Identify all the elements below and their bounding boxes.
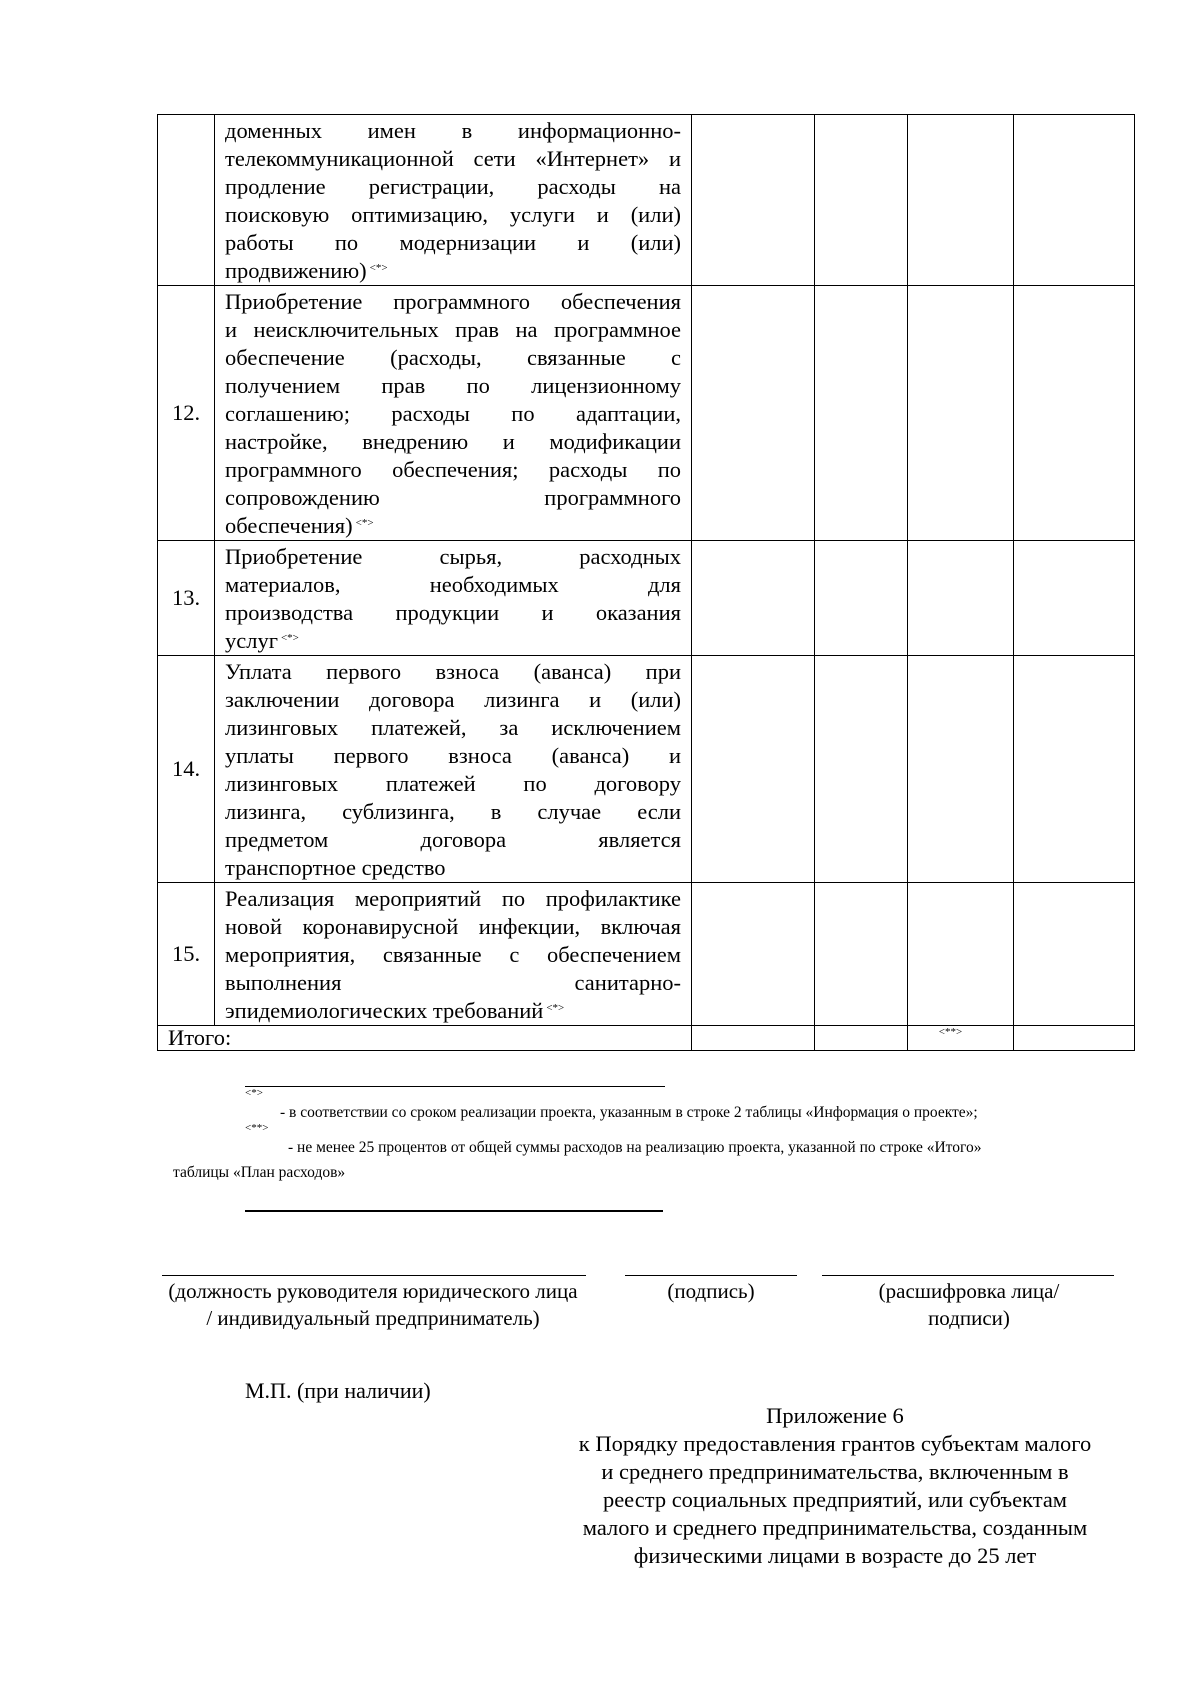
amount-cell xyxy=(815,286,908,541)
description-line xyxy=(225,599,681,627)
description-text: Реализация мероприятий по профилактике xyxy=(225,886,681,911)
description-line xyxy=(225,316,681,344)
description-line xyxy=(225,428,681,456)
description-line xyxy=(225,969,681,997)
row-number: 14. xyxy=(158,656,215,883)
decoding-line xyxy=(822,1275,1114,1276)
amount-cell xyxy=(1014,541,1135,656)
description-text: продление регистрации, расходы на xyxy=(225,174,681,199)
footnote-mark: <*> xyxy=(355,517,374,529)
appendix-block xyxy=(545,1402,1125,1570)
appendix-text xyxy=(545,1430,1125,1570)
table-row xyxy=(158,656,1135,883)
description-line xyxy=(225,173,681,201)
amount-cell xyxy=(1014,286,1135,541)
description-text: и неисключительных прав на программное xyxy=(225,317,681,342)
appendix-line: и среднего предпринимательства, включенным в xyxy=(601,1459,1069,1484)
description-text: услуг xyxy=(225,628,278,653)
description-text: работы по модернизации и (или) xyxy=(225,230,681,255)
description-line xyxy=(225,826,681,854)
description-line xyxy=(225,742,681,770)
amount-cell xyxy=(908,115,1014,286)
description-line xyxy=(225,997,681,1025)
footnote-2-continuation xyxy=(173,1163,345,1183)
description-line xyxy=(225,344,681,372)
total-amount-cell xyxy=(1014,1026,1135,1051)
expense-description xyxy=(215,286,692,541)
expense-description xyxy=(215,656,692,883)
amount-cell xyxy=(1014,883,1135,1026)
description-text: обеспечение (расходы, связанные с xyxy=(225,345,681,370)
description-text: Уплата первого взноса (аванса) при xyxy=(225,659,681,684)
description-text: уплаты первого взноса (аванса) и xyxy=(225,743,681,768)
description-text: заключении договора лизинга и (или) xyxy=(225,687,681,712)
position-line xyxy=(162,1275,586,1276)
signature-caption: (подпись) xyxy=(667,1279,755,1303)
amount-cell xyxy=(815,883,908,1026)
table-row xyxy=(158,541,1135,656)
description-text: обеспечения) xyxy=(225,513,353,538)
footnote-1-text: - в соответствии со сроком реализации проекта, указанным в строке 2 таблицы «Информация о проекте»; xyxy=(280,1104,978,1121)
description-text: транспортное средство xyxy=(225,855,446,880)
description-text: мероприятия, связанные с обеспечением xyxy=(225,942,681,967)
description-line xyxy=(225,658,681,686)
amount-cell xyxy=(908,883,1014,1026)
description-line xyxy=(225,145,681,173)
description-line xyxy=(225,201,681,229)
description-text: программного обеспечения; расходы по xyxy=(225,457,681,482)
description-text: получением прав по лицензионному xyxy=(225,373,681,398)
row-number xyxy=(158,115,215,286)
description-text: эпидемиологических требований xyxy=(225,998,544,1023)
position-caption: (должность руководителя юридического лица / индивидуальный предприниматель) xyxy=(168,1279,578,1330)
amount-cell xyxy=(692,115,815,286)
description-text: продвижению) xyxy=(225,258,367,283)
description-text: лизинга, сублизинга, в случае если xyxy=(225,799,681,824)
description-text: сопровождению программного xyxy=(225,485,681,510)
footnote-end-rule xyxy=(245,1210,663,1212)
description-line xyxy=(225,627,681,655)
description-line xyxy=(225,798,681,826)
description-line xyxy=(225,686,681,714)
signature-line xyxy=(625,1275,797,1276)
total-row xyxy=(158,1026,1135,1051)
amount-cell xyxy=(908,656,1014,883)
description-line xyxy=(225,854,681,882)
description-line xyxy=(225,400,681,428)
appendix-line: малого и среднего предпринимательства, созданным xyxy=(582,1515,1088,1540)
amount-cell xyxy=(1014,656,1135,883)
footnote-1-mark: <*> xyxy=(245,1087,263,1099)
description-text: производства продукции и оказания xyxy=(225,600,681,625)
description-line xyxy=(225,288,681,316)
amount-cell xyxy=(815,541,908,656)
description-line xyxy=(225,372,681,400)
expense-plan-table xyxy=(157,114,1135,1051)
description-line xyxy=(225,913,681,941)
description-text: выполнения санитарно- xyxy=(225,970,681,995)
amount-cell xyxy=(692,286,815,541)
decoding-caption: (расшифровка лица/подписи) xyxy=(878,1279,1060,1330)
appendix-line: к Порядку предоставления грантов субъектам малого xyxy=(578,1431,1092,1456)
description-line xyxy=(225,512,681,540)
description-text: телекоммуникационной сети «Интернет» и xyxy=(225,146,681,171)
description-text: Приобретение программного обеспечения xyxy=(225,289,681,314)
amount-cell xyxy=(908,286,1014,541)
description-text: новой коронавирусной инфекции, включая xyxy=(225,914,681,939)
row-number: 15. xyxy=(158,883,215,1026)
footnote-mark: <*> xyxy=(546,1002,565,1014)
table-row xyxy=(158,883,1135,1026)
description-text: Приобретение сырья, расходных xyxy=(225,544,681,569)
description-line xyxy=(225,484,681,512)
amount-cell xyxy=(908,541,1014,656)
amount-cell xyxy=(815,656,908,883)
footnote-2-text: - не менее 25 процентов от общей суммы расходов на реализацию проекта, указанной по строке «Итого» xyxy=(288,1139,982,1156)
amount-cell xyxy=(815,115,908,286)
description-text: соглашению; расходы по адаптации, xyxy=(225,401,681,426)
amount-cell xyxy=(692,541,815,656)
description-line xyxy=(225,229,681,257)
expense-description xyxy=(215,115,692,286)
total-label: Итого: xyxy=(158,1026,692,1051)
expense-description xyxy=(215,883,692,1026)
appendix-line: физическими лицами в возрасте до 25 лет xyxy=(633,1543,1037,1568)
footnote-2-mark: <**> xyxy=(245,1122,269,1134)
description-text: доменных имен в информационно- xyxy=(225,118,681,143)
total-amount-cell xyxy=(815,1026,908,1051)
amount-cell xyxy=(692,656,815,883)
stamp-place: М.П. (при наличии) xyxy=(245,1378,431,1403)
description-text: предметом договора является xyxy=(225,827,681,852)
description-text: лизинговых платежей по договору xyxy=(225,771,681,796)
table-row xyxy=(158,286,1135,541)
description-line xyxy=(225,571,681,599)
description-line xyxy=(225,714,681,742)
row-number: 13. xyxy=(158,541,215,656)
description-text: поисковую оптимизацию, услуги и (или) xyxy=(225,202,681,227)
footnote-mark: <*> xyxy=(369,262,388,274)
description-line xyxy=(225,257,681,285)
description-text: лизинговых платежей, за исключением xyxy=(225,715,681,740)
appendix-line: реестр социальных предприятий, или субъектам xyxy=(602,1487,1068,1512)
footnote-2-cont-text: таблицы «План расходов» xyxy=(173,1164,346,1181)
amount-cell xyxy=(692,883,815,1026)
description-line xyxy=(225,117,681,145)
description-line xyxy=(225,543,681,571)
total-amount-cell xyxy=(908,1026,1014,1051)
amount-cell xyxy=(1014,115,1135,286)
footnote-2 xyxy=(245,1117,981,1158)
row-number: 12. xyxy=(158,286,215,541)
description-line xyxy=(225,770,681,798)
total-amount-cell xyxy=(692,1026,815,1051)
expense-description xyxy=(215,541,692,656)
total-footnote-mark: <**> xyxy=(938,1026,963,1038)
footnote-mark: <*> xyxy=(280,632,299,644)
description-line xyxy=(225,885,681,913)
description-line xyxy=(225,456,681,484)
description-text: настройке, внедрению и модификации xyxy=(225,429,681,454)
table-row xyxy=(158,115,1135,286)
appendix-title: Приложение 6 xyxy=(766,1403,904,1428)
description-line xyxy=(225,941,681,969)
description-text: материалов, необходимых для xyxy=(225,572,681,597)
